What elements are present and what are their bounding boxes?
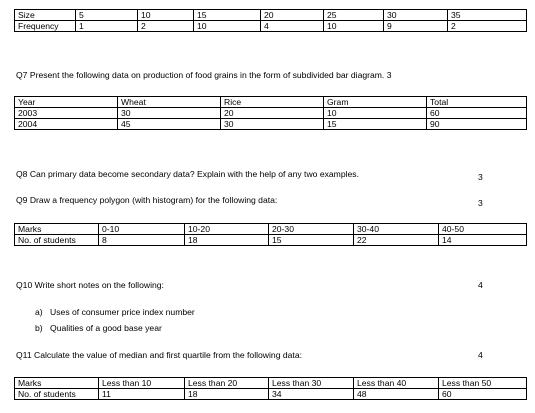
list-item-label: a): [35, 307, 43, 317]
table-cell: 30: [384, 10, 448, 21]
table-cell: 2004: [15, 119, 118, 130]
table-cell: 22: [354, 235, 439, 246]
question-9-marks: 3: [478, 198, 483, 208]
table-cell: 8: [99, 235, 185, 246]
table-row: [15, 10, 527, 21]
table-header-row: [15, 97, 527, 108]
table-cell: 15: [194, 10, 261, 21]
table-cell: 15: [269, 235, 354, 246]
question-7-marks: 3: [386, 70, 392, 80]
table-cell: 30: [118, 108, 221, 119]
question-10-text: Q10 Write short notes on the following:: [16, 280, 164, 290]
table-cell: 2003: [15, 108, 118, 119]
table-cell: Less than 10: [99, 378, 185, 389]
table-cell: Less than 50: [439, 378, 527, 389]
table-cell: Less than 20: [185, 378, 269, 389]
question-11-text: Q11 Calculate the value of median and first quartile from the following data:: [16, 350, 302, 360]
food-grains-table: [14, 96, 527, 130]
table-cell: 10-20: [185, 224, 269, 235]
list-item: [35, 322, 162, 334]
table-row: [15, 389, 527, 400]
size-frequency-table: [14, 9, 527, 32]
table-cell: Less than 40: [354, 378, 439, 389]
table-cell: 1: [76, 21, 138, 32]
table-cell: 35: [448, 10, 527, 21]
table-cell: 60: [439, 389, 527, 400]
table-cell: 10: [138, 10, 194, 21]
table-header-cell: Year: [15, 97, 118, 108]
question-10-marks: 4: [478, 280, 483, 290]
table-cell: 18: [185, 235, 269, 246]
table-cell: 60: [427, 108, 527, 119]
question-9-text: Q9 Draw a frequency polygon (with histogram) for the following data:: [16, 195, 278, 205]
table-cell: 25: [324, 10, 384, 21]
question-11-marks: 4: [478, 350, 483, 360]
table-cell: 90: [427, 119, 527, 130]
table-row: [15, 21, 527, 32]
table-cell: 20: [261, 10, 324, 21]
table-cell: No. of students: [15, 389, 99, 400]
table-cell: 30: [221, 119, 324, 130]
table-header-cell: Rice: [221, 97, 324, 108]
table-cell: 10: [324, 21, 384, 32]
table-cell: Size: [15, 10, 76, 21]
table-cell: 11: [99, 389, 185, 400]
table-cell: 40-50: [439, 224, 527, 235]
table-cell: 20: [221, 108, 324, 119]
list-item: [35, 306, 195, 318]
table-cell: 34: [269, 389, 354, 400]
table-row: [15, 235, 527, 246]
table-cell: 18: [185, 389, 269, 400]
question-8-marks: 3: [478, 172, 483, 182]
table-cell: Frequency: [15, 21, 76, 32]
table-cell: 10: [324, 108, 427, 119]
table-cell: 20-30: [269, 224, 354, 235]
table-cell: Marks: [15, 378, 99, 389]
table-cell: 2: [448, 21, 527, 32]
table-cell: 5: [76, 10, 138, 21]
table-cell: Marks: [15, 224, 99, 235]
table-row: [15, 224, 527, 235]
table-cell: 0-10: [99, 224, 185, 235]
table-header-cell: Wheat: [118, 97, 221, 108]
table-cell: 45: [118, 119, 221, 130]
table-cell: No. of students: [15, 235, 99, 246]
table-cell: 4: [261, 21, 324, 32]
table-cell: 15: [324, 119, 427, 130]
table-cell: 2: [138, 21, 194, 32]
table-row: [15, 108, 527, 119]
table-cell: 10: [194, 21, 261, 32]
list-item-text: Uses of consumer price index number: [50, 307, 195, 317]
frequency-polygon-table: [14, 223, 527, 246]
table-cell: 14: [439, 235, 527, 246]
table-cell: 30-40: [354, 224, 439, 235]
table-row: [15, 378, 527, 389]
table-header-cell: Total: [427, 97, 527, 108]
table-cell: 48: [354, 389, 439, 400]
question-7-text: [16, 69, 392, 81]
list-item-label: b): [35, 323, 43, 333]
question-7-prompt: Q7 Present the following data on production of food grains in the form of subdivided bar diagram.: [16, 70, 385, 80]
table-header-cell: Gram: [324, 97, 427, 108]
table-row: [15, 119, 527, 130]
question-8-text: Q8 Can primary data become secondary data? Explain with the help of any two examples.: [16, 169, 359, 179]
median-quartile-table: [14, 377, 527, 400]
list-item-text: Qualities of a good base year: [50, 323, 162, 333]
table-cell: Less than 30: [269, 378, 354, 389]
table-cell: 9: [384, 21, 448, 32]
